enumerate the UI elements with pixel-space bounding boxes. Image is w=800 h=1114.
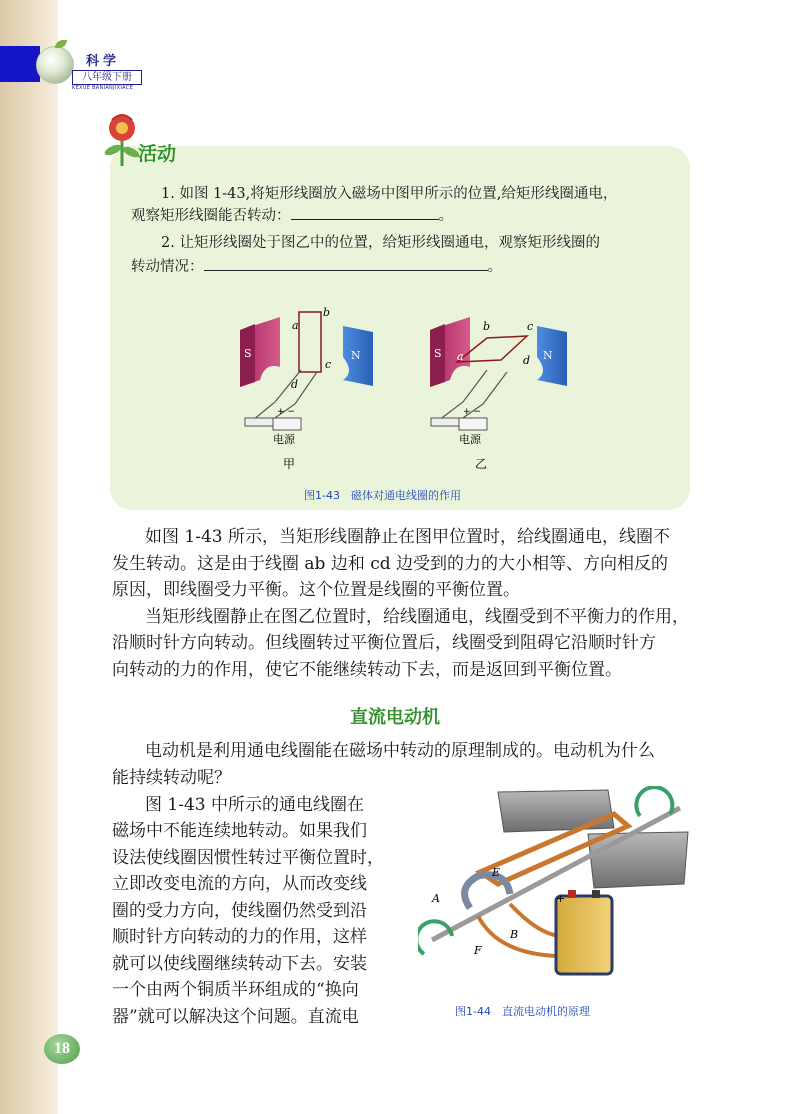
rotation-arrow-right [636, 787, 672, 816]
label-a-motor: A [432, 892, 440, 905]
power-label-left: 电源 [273, 433, 295, 446]
paragraph-3-line-1: 电动机是利用通电线圈能在磁场中转动的原理制成的。电动机为什么 [145, 741, 655, 761]
header-subject: 科学 [86, 54, 121, 69]
activity-item-2-prompt: 转动情况： [131, 259, 204, 275]
answer-blank-1[interactable] [291, 205, 439, 220]
label-e-motor: E [492, 866, 501, 879]
label-b-motor: B [510, 928, 519, 941]
activity-item-2-line-1: 2. 让矩形线圈处于图乙中的位置，给矩形线圈通电，观察矩形线圈的 [161, 235, 600, 251]
label-a-right: a [457, 350, 464, 363]
magnet-bottom [588, 832, 688, 888]
figure-1-44-caption: 图1-44 直流电动机的原理 [455, 1005, 590, 1018]
paragraph-4-line: 磁场中不能连续地转动。如果我们 [112, 821, 367, 841]
paragraph-2-line-2: 沿顺时针方向转动。但线圈转过平衡位置后，线圈受到阻碍它沿顺时针方 [112, 633, 656, 653]
plus-minus-left: + − [277, 407, 295, 417]
answer-blank-2[interactable] [204, 256, 488, 271]
paragraph-4-line: 顺时针方向转动的力的作用，这样 [112, 927, 367, 947]
figure-1-43-left [240, 312, 373, 430]
pole-n-right: N [543, 349, 553, 362]
battery-plus: + [556, 892, 566, 905]
figure-1-44 [418, 786, 708, 1000]
paragraph-2-line-3: 向转动的力的作用，使它不能继续转动下去，而是返回到平衡位置。 [112, 660, 622, 680]
activity-item-1-line-1: 1. 如图 1-43,将矩形线圈放入磁场中图甲所示的位置,给矩形线圈通电， [161, 186, 618, 202]
pole-s-right: S [434, 347, 442, 360]
activity-title: 活动 [138, 143, 177, 165]
figure-1-43-caption: 图1-43 磁体对通电线圈的作用 [304, 489, 461, 502]
power-label-right: 电源 [459, 433, 481, 446]
label-c-left: c [325, 358, 332, 371]
figure-1-43 [225, 302, 595, 480]
paragraph-1-line-2: 发生转动。这是由于线圈 ab 边和 cd 边受到的力的大小相等、方向相反的 [112, 554, 669, 574]
page-margin-band [0, 0, 58, 1114]
label-a-left: a [292, 319, 299, 332]
figure-label-jia: 甲 [283, 457, 296, 471]
label-c-right: c [527, 320, 534, 333]
paragraph-4-line: 立即改变电流的方向，从而改变线 [112, 874, 367, 894]
activity-item-1-prompt: 观察矩形线圈能否转动： [131, 208, 291, 224]
pole-n-left: N [351, 349, 361, 362]
figure-1-43-right [430, 317, 567, 430]
label-b-left: b [323, 306, 331, 319]
activity-item-2-end: 。 [487, 259, 502, 275]
paragraph-4-line: 就可以使线圈继续转动下去。安装 [112, 954, 367, 974]
plus-minus-right: + − [463, 407, 481, 417]
leaf-icon [55, 40, 67, 48]
globe-logo-icon [36, 46, 74, 84]
paragraph-1-line-1: 如图 1-43 所示，当矩形线圈静止在图甲位置时，给线圈通电，线圈不 [145, 527, 670, 547]
header-blue-tab [0, 46, 40, 82]
battery [556, 896, 612, 974]
paragraph-4-line: 一个由两个铜质半环组成的“换向 [112, 980, 359, 1000]
page-number: 18 [44, 1034, 80, 1064]
section-heading-dc-motor: 直流电动机 [350, 707, 440, 728]
paragraph-1-line-3: 原因，即线圈受力平衡。这个位置是线圈的平衡位置。 [112, 580, 520, 600]
paragraph-4-line: 圈的受力方向，使线圈仍然受到沿 [112, 901, 367, 921]
paragraph-2-line-1: 当矩形线圈静止在图乙位置时，给线圈通电，线圈受到不平衡力的作用， [145, 607, 689, 627]
paragraph-4-line: 器”就可以解决这个问题。直流电 [112, 1007, 359, 1027]
magnet-top [498, 790, 614, 832]
paragraph-4-line: 图 1-43 中所示的通电线圈在 [145, 795, 364, 815]
header-pinyin: KEXUE BANIANJIXIACE [72, 85, 134, 91]
paragraph-3-line-2: 能持续转动呢？ [112, 768, 231, 788]
paragraph-4-line: 设法使线圈因惯性转过平衡位置时， [112, 848, 384, 868]
activity-item-2-line-2 [131, 256, 502, 278]
label-d-left: d [291, 378, 299, 391]
coil-left [299, 312, 321, 372]
activity-item-1-end: 。 [438, 208, 453, 224]
figure-label-yi: 乙 [475, 457, 488, 471]
header-grade: 八年级下册 [72, 70, 142, 85]
label-d-right: d [523, 354, 531, 367]
label-f-motor: F [474, 944, 482, 957]
label-b-right: b [483, 320, 491, 333]
activity-item-1-line-2 [131, 205, 453, 227]
pole-s-left: S [244, 347, 252, 360]
